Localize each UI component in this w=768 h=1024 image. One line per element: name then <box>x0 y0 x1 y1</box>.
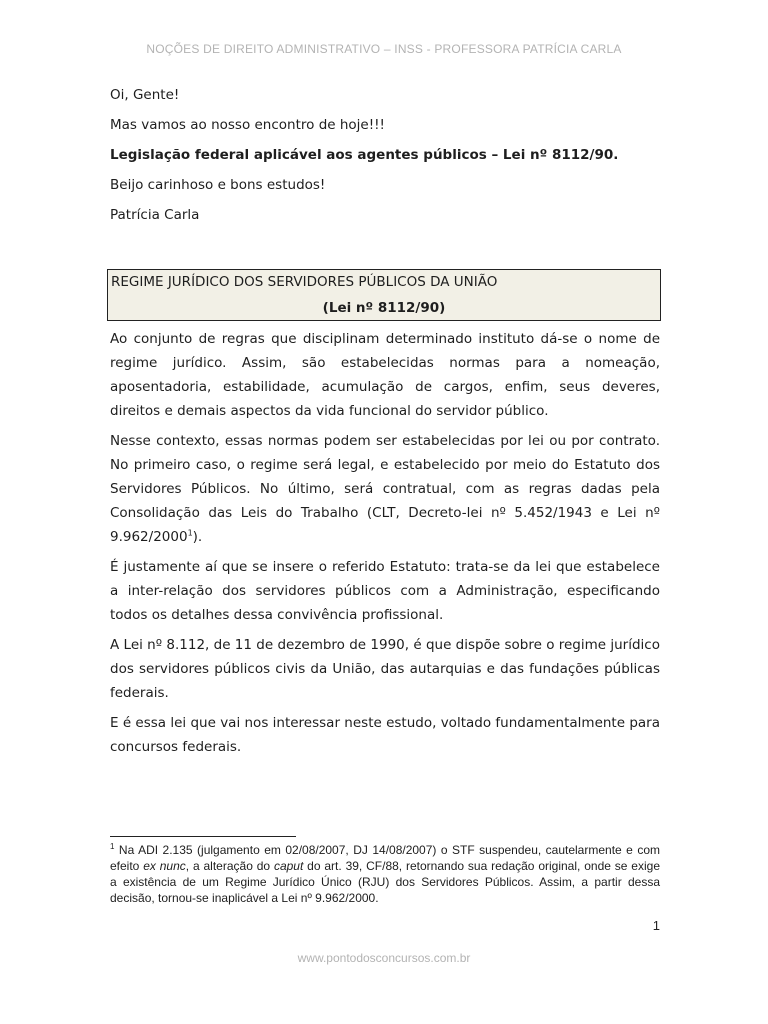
paragraph-3: É justamente aí que se insere o referido Estatuto: trata-se da lei que estabelece a inter-relação dos servidores públicos com a Administração, especificando todos os detalhes dessa convivência profissional. <box>110 559 660 623</box>
footnote-text-2: , a alteração do <box>185 859 274 873</box>
page-number: 1 <box>652 918 660 933</box>
footnote <box>110 842 660 906</box>
footnote-italic-caput: caput <box>273 859 304 873</box>
intro-section <box>110 84 660 234</box>
section-subtitle: (Lei nº 8112/90) <box>322 300 446 316</box>
footnote-divider <box>110 836 296 837</box>
greeting: Oi, Gente! <box>110 87 180 103</box>
footnote-italic-ex-nunc: ex nunc <box>143 859 186 873</box>
footnote-reference[interactable]: 1 <box>187 528 193 538</box>
paragraph-1: Ao conjunto de regras que disciplinam determinado instituto dá-se o nome de regime jurídico. Assim, são estabelecidas normas para a nomeação, aposentadoria, estabilidade, acumulação de cargos, enfim, seus deveres, direitos e demais aspectos da vida funcional do servidor público. <box>110 331 660 419</box>
paragraph-4: A Lei nº 8.112, de 11 de dezembro de 1990, é que dispõe sobre o regime jurídico dos servidores públicos civis da União, das autarquias e das fundações públicas federais. <box>110 637 660 701</box>
footer-website-link[interactable]: www.pontodosconcursos.com.br <box>297 951 471 965</box>
footnote-text-3: do art. 39, CF/88, retornando sua redação original, onde se exige a existência de um Regime Jurídico Único (RJU) dos Servidores Públicos. Assim, a partir dessa decisão, tornou-se inaplicável a Lei nº 9.962/2000. <box>110 859 660 905</box>
section-title: REGIME JURÍDICO DOS SERVIDORES PÚBLICOS DA UNIÃO <box>111 274 498 290</box>
topic-heading: Legislação federal aplicável aos agentes públicos – Lei nº 8112/90. <box>110 147 619 163</box>
paragraph-2 <box>110 429 660 549</box>
body-text <box>110 327 660 765</box>
paragraph-5: E é essa lei que vai nos interessar neste estudo, voltado fundamentalmente para concursos federais. <box>110 715 660 755</box>
closing-line: Beijo carinhoso e bons estudos! <box>110 177 326 193</box>
signature: Patrícia Carla <box>110 207 200 223</box>
section-title-box <box>107 269 661 321</box>
paragraph-2-end: ). <box>192 529 203 545</box>
paragraph-2-text: Nesse contexto, essas normas podem ser estabelecidas por lei ou por contrato. No primeiro caso, o regime será legal, e estabelecido por meio do Estatuto dos Servidores Públicos. No último, será contratual, com as regras dadas pela Consolidação das Leis do Trabalho (CLT, Decreto-lei nº 5.452/1943 e Lei nº 9.962/2000 <box>110 433 660 545</box>
footnote-text-1: Na ADI 2.135 (julgamento em 02/08/2007, DJ 14/08/2007) o STF suspendeu, cautelarmente e com efeito <box>110 843 660 873</box>
intro-line: Mas vamos ao nosso encontro de hoje!!! <box>110 117 385 133</box>
footnote-marker: 1 <box>110 842 115 851</box>
running-header: NOÇÕES DE DIREITO ADMINISTRATIVO – INSS - PROFESSORA PATRÍCIA CARLA <box>146 42 622 56</box>
